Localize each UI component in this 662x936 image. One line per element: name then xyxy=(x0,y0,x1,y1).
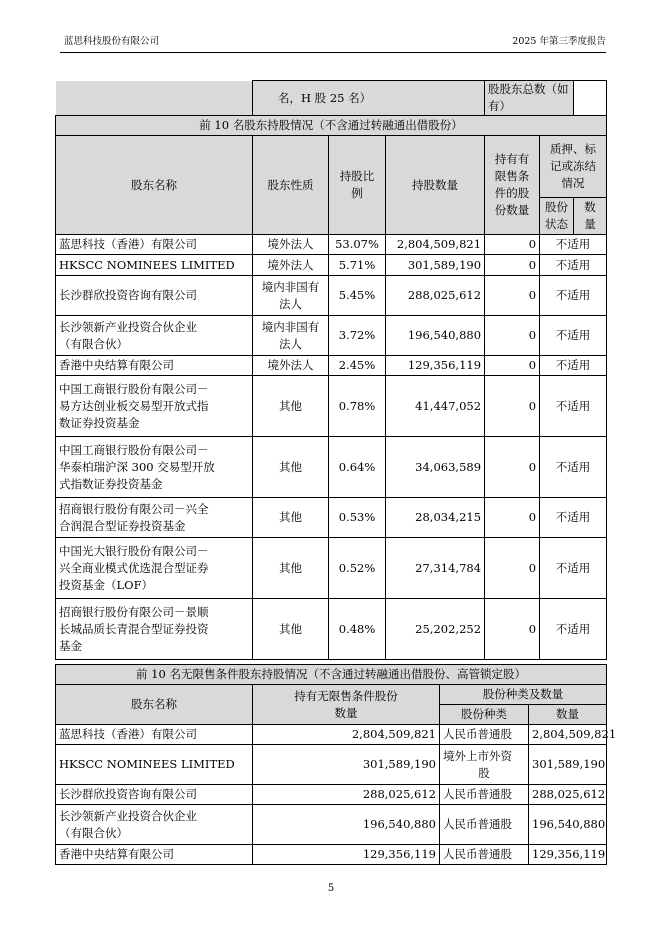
col-share-status: 股份 状态 xyxy=(540,198,574,235)
page-header xyxy=(60,34,606,50)
table1-title: 前 10 名股东持股情况（不含通过转融通出借股份） xyxy=(56,116,607,136)
table-row: 招商银行股份有限公司－兴全 合润混合型证券投资基金 其他 0.53% 28,034,215 0 不适用 xyxy=(56,498,607,538)
continued-text: 名，H 股 25 名） xyxy=(253,81,485,116)
table-row: 招商银行股份有限公司－景顺 长城品质长青混合型证券投资 基金 其他 0.48% 25,202,252 0 不适用 xyxy=(56,599,607,660)
table-row: 中国工商银行股份有限公司－ 易方达创业板交易型开放式指 数证券投资基金 其他 0.78% 41,447,052 0 不适用 xyxy=(56,376,607,437)
table-row: 蓝思科技（香港）有限公司 2,804,509,821 人民币普通股 2,804,509,821 xyxy=(56,725,607,745)
total-preferred-label: 股股东总数（如有） xyxy=(485,81,574,116)
table-row: 长沙群欣投资咨询有限公司 境内非国有 法人 5.45% 288,025,612 0 不适用 xyxy=(56,276,607,316)
table-row: 长沙领新产业投资合伙企业 （有限合伙） 境内非国有 法人 3.72% 196,540,880 0 不适用 xyxy=(56,316,607,356)
table-row: 香港中央结算有限公司 境外法人 2.45% 129,356,119 0 不适用 xyxy=(56,356,607,376)
table2-header-row xyxy=(56,685,607,705)
table-row: 中国光大银行股份有限公司－ 兴全商业模式优选混合型证券 投资基金（LOF） 其他 0.52% 27,314,784 0 不适用 xyxy=(56,538,607,599)
report-title: 2025 年第三季度报告 xyxy=(512,36,606,47)
table-row: 中国工商银行股份有限公司－ 华泰柏瑞沪深 300 交易型开放 式指数证券投资基金 其他 0.64% 34,063,589 0 不适用 xyxy=(56,437,607,498)
col-unrestricted-held: 持有无限售条件股份 数量 xyxy=(253,685,440,725)
table-row: HKSCC NOMINEES LIMITED 301,589,190 境外上市外资 股 301,589,190 xyxy=(56,745,607,785)
company-name: 蓝思科技股份有限公司 xyxy=(64,36,160,47)
col-holding-quantity: 持股数量 xyxy=(386,136,485,235)
col-share-type: 股份种类 xyxy=(440,705,529,725)
col-share-types: 股份种类及数量 xyxy=(440,685,607,705)
table-row: HKSCC NOMINEES LIMITED 境外法人 5.71% 301,589,190 0 不适用 xyxy=(56,255,607,276)
col-share-quantity: 数量 xyxy=(529,705,607,725)
top-10-shareholders-table xyxy=(55,80,607,660)
table-row: 长沙领新产业投资合伙企业 （有限合伙） 196,540,880 人民币普通股 196,540,880 xyxy=(56,805,607,845)
table-row: 长沙群欣投资咨询有限公司 288,025,612 人民币普通股 288,025,612 xyxy=(56,785,607,805)
top-10-unrestricted-shareholders-table xyxy=(55,664,617,865)
table-row: 蓝思科技（香港）有限公司 境外法人 53.07% 2,804,509,821 0 不适用 xyxy=(56,235,607,255)
table-row: 香港中央结算有限公司 129,356,119 人民币普通股 129,356,119 xyxy=(56,845,607,865)
col-shareholder-nature: 股东性质 xyxy=(253,136,329,235)
col-pledge-status: 质押、标 记或冻结 情况 xyxy=(540,136,607,198)
header-rule xyxy=(60,52,606,53)
page-number: 5 xyxy=(327,883,335,894)
col-share-number: 数 量 xyxy=(574,198,607,235)
table2-title: 前 10 名无限售条件股东持股情况（不含通过转融通出借股份、高管锁定股） xyxy=(56,665,607,685)
col-shareholder-name: 股东名称 xyxy=(56,685,253,725)
continuation-row xyxy=(56,81,607,116)
total-preferred-value xyxy=(574,81,607,116)
table1-header-row xyxy=(56,136,607,198)
col-shareholder-name: 股东名称 xyxy=(56,136,253,235)
col-holding-ratio: 持股比 例 xyxy=(329,136,386,235)
col-restricted-shares: 持有有 限售条 件的股 份数量 xyxy=(485,136,540,235)
